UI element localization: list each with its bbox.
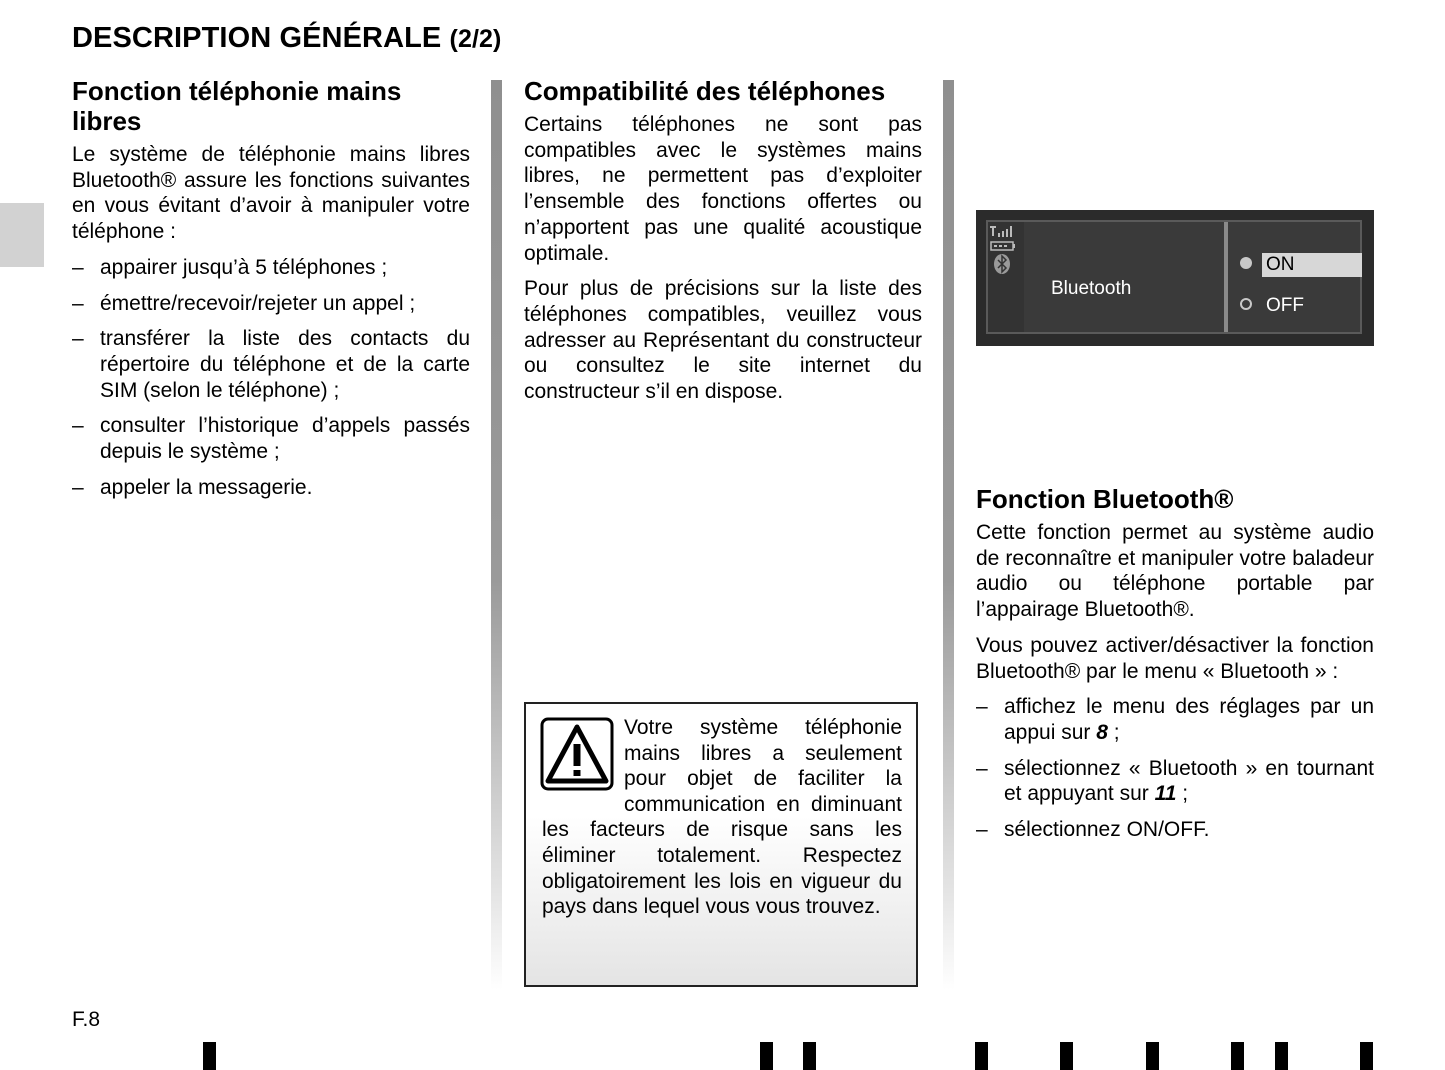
bluetooth-menu-screen	[976, 210, 1374, 346]
dash-bullet: –	[72, 475, 84, 499]
screen-status-icons	[988, 222, 1024, 332]
list-item-text: affichez le menu des réglages par un appui sur	[1004, 695, 1374, 744]
list-item	[976, 817, 1374, 843]
page-title-text: DESCRIPTION GÉNÉRALE	[72, 22, 442, 54]
bluetooth-paragraph: Cette fonction permet au système audio de reconnaître et manipuler votre baladeur audio ou téléphone portable par l’appairage Bluetooth®.	[976, 521, 1374, 622]
page-number: F.8	[72, 1008, 101, 1031]
list-item-text: appeler la messagerie.	[100, 475, 313, 499]
compatibility-heading: Compatibilité des téléphones	[524, 76, 886, 106]
dash-bullet: –	[72, 327, 84, 351]
list-item-text: sélectionnez « Bluetooth » en tournant et appuyant sur	[1004, 756, 1374, 806]
list-item-text: consulter l’historique d’appels passés depuis le système ;	[100, 414, 470, 464]
crop-mark	[975, 1042, 988, 1070]
list-item	[72, 413, 470, 464]
radio-selected-icon	[1240, 257, 1252, 269]
compatibility-paragraph: Certains téléphones ne sont pas compatibles avec le systèmes mains libres, ne permettent pas d’exploiter l’ensemble des fonctions offertes ou n’apportent pas une qualité acoustique optimale.	[524, 113, 922, 265]
list-item	[72, 291, 470, 317]
handsfree-heading: Fonction téléphonie mains libres	[72, 76, 402, 136]
handsfree-feature-list	[72, 255, 470, 501]
column-handsfree	[72, 76, 470, 510]
crop-mark	[1060, 1042, 1073, 1070]
page-part: (2/2)	[449, 25, 502, 53]
status-icons	[988, 222, 1024, 332]
bluetooth-steps-list	[976, 694, 1374, 843]
dash-bullet: –	[976, 756, 988, 780]
list-item-text: appairer jusqu’à 5 téléphones ;	[100, 255, 388, 279]
option-on-label: ON	[1262, 253, 1362, 277]
page-title	[72, 22, 501, 55]
list-item-text: émettre/recevoir/rejeter un appel ;	[100, 291, 416, 315]
crop-mark	[203, 1042, 216, 1070]
screen-panel	[986, 220, 1362, 334]
list-item	[72, 326, 470, 403]
column-divider	[943, 80, 954, 990]
bluetooth-paragraph: Vous pouvez activer/désactiver la fonction Bluetooth® par le menu « Bluetooth » :	[976, 633, 1374, 683]
list-item-text: sélectionnez ON/OFF.	[1004, 818, 1210, 842]
warning-text: Votre système téléphonie mains libres a seulement pour objet de faciliter la communication en diminuant les facteurs de risque sans les éliminer totalement. Respectez obligatoirement les lois en vigueur du pays dans lequel vous vous trouvez.	[542, 716, 902, 919]
list-item	[976, 756, 1374, 807]
screen-menu-label: Bluetooth	[1051, 278, 1132, 299]
warning-triangle-icon	[540, 717, 614, 791]
option-on[interactable]	[1240, 253, 1358, 277]
crop-mark	[760, 1042, 773, 1070]
column-divider	[491, 80, 502, 990]
handsfree-intro: Le système de téléphonie mains libres Bluetooth® assure les fonctions suivantes en vous évitant d’avoir à manipuler votre téléphone :	[72, 143, 470, 244]
warning-box	[524, 702, 918, 987]
screen-separator	[1224, 222, 1228, 332]
list-item-suffix: ;	[1107, 720, 1120, 744]
list-item	[976, 694, 1374, 745]
crop-mark	[1146, 1042, 1159, 1070]
option-off-label: OFF	[1266, 295, 1304, 316]
bluetooth-heading: Fonction Bluetooth®	[976, 484, 1234, 514]
crop-mark	[1360, 1042, 1373, 1070]
list-item-suffix: ;	[1176, 782, 1189, 806]
crop-mark	[1231, 1042, 1244, 1070]
dash-bullet: –	[976, 818, 988, 842]
control-number: 8	[1096, 720, 1108, 744]
dash-bullet: –	[72, 291, 84, 315]
radio-unselected-icon	[1240, 298, 1252, 310]
signal-icon	[990, 226, 1012, 237]
side-tab-marker	[0, 203, 44, 267]
dash-bullet: –	[72, 414, 84, 438]
control-number: 11	[1154, 782, 1177, 806]
column-compatibility	[524, 76, 922, 415]
crop-mark	[803, 1042, 816, 1070]
crop-mark	[1275, 1042, 1288, 1070]
list-item	[72, 475, 470, 501]
dash-bullet: –	[976, 695, 988, 719]
dash-bullet: –	[72, 255, 84, 279]
battery-icon	[991, 242, 1015, 250]
bluetooth-section	[976, 484, 1374, 853]
option-off[interactable]	[1240, 294, 1358, 318]
list-item	[72, 255, 470, 281]
compatibility-paragraph: Pour plus de précisions sur la liste des téléphones compatibles, veuillez vous adresser au Représentant du constructeur ou consultez le site internet du constructeur s’il en dispose.	[524, 277, 922, 404]
bluetooth-icon	[994, 254, 1010, 274]
list-item-text: transférer la liste des contacts du répertoire du téléphone et de la carte SIM (selon le téléphone) ;	[100, 327, 470, 402]
